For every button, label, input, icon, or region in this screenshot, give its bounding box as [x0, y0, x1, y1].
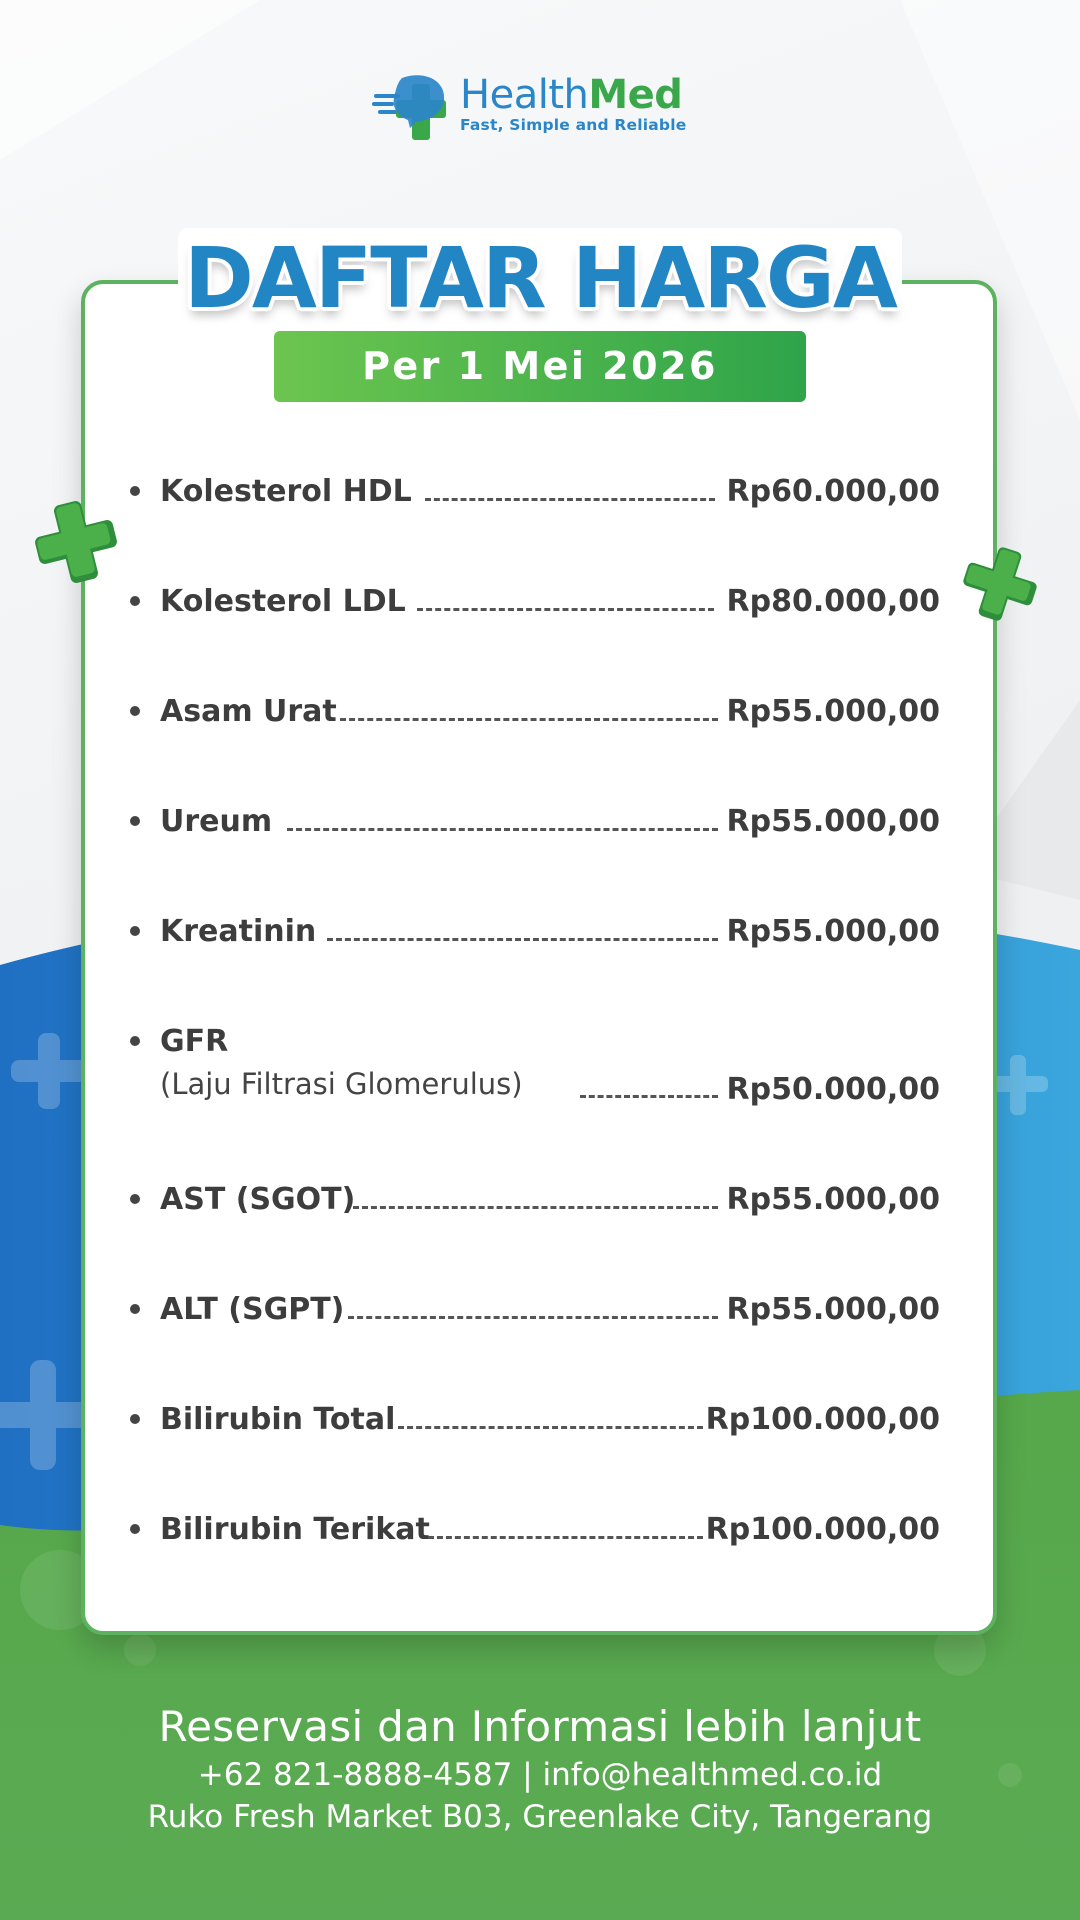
- bullet-dot: [130, 706, 140, 716]
- brand-name-part1: Health: [460, 72, 589, 118]
- item-name: Ureum: [160, 804, 273, 839]
- item-price: Rp100.000,00: [705, 1512, 940, 1547]
- price-item: [130, 472, 940, 512]
- price-item: [130, 1180, 940, 1220]
- brand-tagline: Fast, Simple and Reliable: [460, 116, 687, 134]
- item-name: Kolesterol LDL: [160, 584, 406, 619]
- item-price: Rp55.000,00: [726, 1182, 940, 1217]
- green-cross-icon: [960, 544, 1040, 624]
- dotted-leader: [417, 608, 714, 611]
- price-item: [130, 582, 940, 622]
- bullet-dot: [130, 1194, 140, 1204]
- item-price: Rp50.000,00: [726, 1072, 940, 1107]
- item-price: Rp55.000,00: [726, 804, 940, 839]
- brand-logo: [372, 70, 712, 142]
- item-name: AST (SGOT): [160, 1182, 356, 1217]
- dotted-leader: [580, 1095, 718, 1098]
- item-price: Rp100.000,00: [705, 1402, 940, 1437]
- item-price: Rp55.000,00: [726, 914, 940, 949]
- item-name: GFR: [160, 1024, 229, 1059]
- price-item: [130, 912, 940, 952]
- item-price: Rp60.000,00: [726, 474, 940, 509]
- dotted-leader: [428, 1536, 703, 1539]
- price-item: [130, 692, 940, 732]
- dotted-leader: [348, 1316, 718, 1319]
- brand-name-part2: Med: [588, 72, 683, 118]
- page-title: DAFTAR HARGA: [178, 228, 902, 328]
- item-name: ALT (SGPT): [160, 1292, 345, 1327]
- bullet-dot: [130, 1524, 140, 1534]
- date-badge: Per 1 Mei 2026: [274, 331, 806, 402]
- item-name: Bilirubin Total: [160, 1402, 396, 1437]
- footer-heading: Reservasi dan Informasi lebih lanjut: [158, 1702, 922, 1751]
- title-container: [160, 228, 920, 338]
- item-subname: (Laju Filtrasi Glomerulus): [160, 1067, 523, 1101]
- dotted-leader: [425, 498, 715, 501]
- bullet-dot: [130, 1304, 140, 1314]
- price-item: [130, 1290, 940, 1330]
- item-name: Asam Urat: [160, 694, 337, 729]
- footer-address: Ruko Fresh Market B03, Greenlake City, Tangerang: [147, 1799, 933, 1835]
- item-price: Rp55.000,00: [726, 694, 940, 729]
- bullet-dot: [130, 1414, 140, 1424]
- bullet-dot: [130, 926, 140, 936]
- bullet-dot: [130, 486, 140, 496]
- bullet-dot: [130, 1036, 140, 1046]
- dotted-leader: [340, 718, 718, 721]
- green-cross-icon: [30, 496, 122, 588]
- healthmed-logo-icon: [372, 70, 452, 142]
- price-item: [130, 1510, 940, 1550]
- item-name: Kolesterol HDL: [160, 474, 412, 509]
- footer-contact: +62 821-8888-4587 | info@healthmed.co.id: [197, 1757, 883, 1793]
- item-price: Rp55.000,00: [726, 1292, 940, 1327]
- item-name: Bilirubin Terikat: [160, 1512, 430, 1547]
- bullet-dot: [130, 596, 140, 606]
- footer: [0, 1700, 1080, 1838]
- price-item: [130, 1022, 940, 1112]
- item-name: Kreatinin: [160, 914, 317, 949]
- item-price: Rp80.000,00: [726, 584, 940, 619]
- bullet-dot: [130, 816, 140, 826]
- dotted-leader: [353, 1206, 718, 1209]
- dotted-leader: [327, 938, 718, 941]
- dotted-leader: [398, 1426, 703, 1429]
- dotted-leader: [287, 828, 718, 831]
- brand-name: [460, 72, 682, 118]
- price-item: [130, 802, 940, 842]
- price-item: [130, 1400, 940, 1440]
